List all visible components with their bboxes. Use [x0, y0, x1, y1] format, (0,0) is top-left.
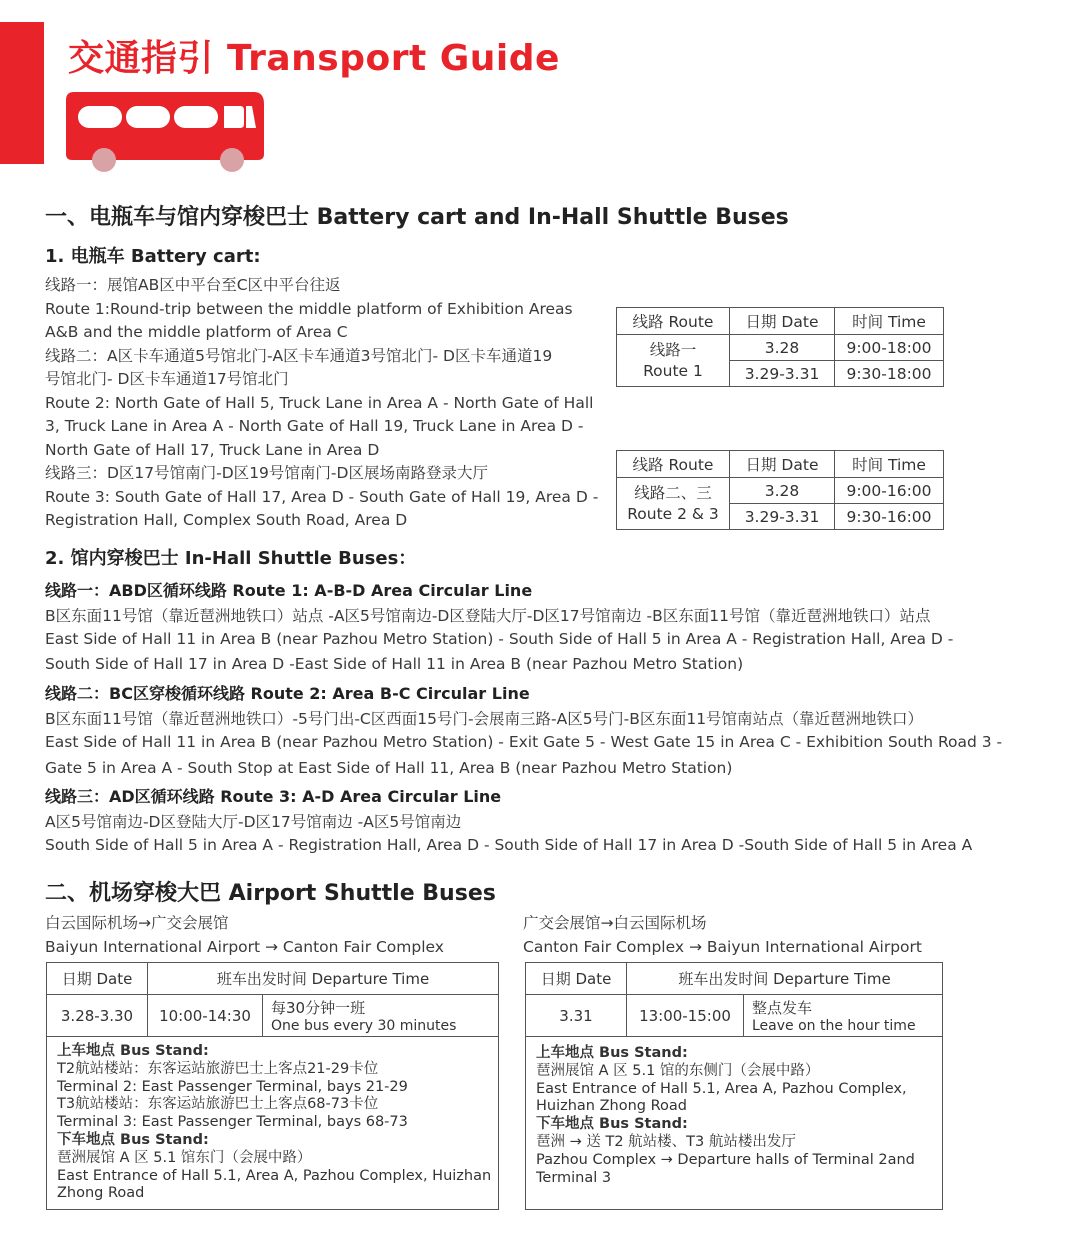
- battery-line: Route 1:Round-trip between the middle platform of Exhibition Areas: [45, 299, 573, 318]
- route-cn: 线路二、三: [634, 483, 712, 502]
- table-row: [526, 995, 942, 1037]
- fair-to-airport-table: [525, 962, 943, 1210]
- header-accent-bar: [0, 22, 44, 164]
- page-title: 交通指引 Transport Guide: [68, 38, 560, 79]
- shuttle-route-line: B区东面11号馆（靠近琶洲地铁口）站点 -A区5号馆南边-D区登陆大厅-D区17号馆南边 -B区东面11号馆（靠近琶洲地铁口）站点: [45, 607, 931, 625]
- route-en: Baiyun International Airport → Canton Fair Complex: [45, 937, 444, 956]
- table-header: 日期 Date: [730, 308, 835, 335]
- table-header: 日期 Date: [540, 970, 612, 988]
- date-cell: 3.29-3.31: [730, 361, 835, 387]
- time-cell: 9:30-18:00: [835, 361, 944, 387]
- battery-line: North Gate of Hall 17, Truck Lane in Area D: [45, 440, 380, 459]
- section2-heading: 二、机场穿梭大巴 Airport Shuttle Buses: [45, 881, 496, 906]
- shuttle-route-line: South Side of Hall 17 in Area D -East Side of Hall 11 in Area B (near Pazhou Metro Station): [45, 655, 744, 673]
- shuttle-route-1-title: 线路一：ABD区循环线路 Route 1: A-B-D Area Circular Line: [45, 581, 533, 600]
- date-cell: 3.28-3.30: [60, 1006, 134, 1025]
- battery-cart-heading: 1. 电瓶车 Battery cart:: [45, 246, 261, 267]
- bus-icon: [66, 92, 266, 174]
- battery-line: 3, Truck Lane in Area A - North Gate of Hall 19, Truck Lane in Area D -: [45, 417, 584, 435]
- shuttle-route-2-title: 线路二：BC区穿梭循环线路 Route 2: Area B-C Circular Line: [45, 684, 530, 703]
- bus-stand-line: T3航站楼站：东客运站旅游巴士上客点68-73卡位: [57, 1096, 379, 1113]
- route-en: Canton Fair Complex → Baiyun International Airport: [523, 937, 922, 956]
- table-row: [47, 995, 498, 1037]
- route-cell: [617, 478, 730, 530]
- time-cell: 9:30-16:00: [835, 504, 944, 530]
- table-header: 日期 Date: [61, 970, 133, 988]
- frequency-cn: 整点发车: [752, 998, 813, 1017]
- bus-stand-line: Huizhan Zhong Road: [536, 1098, 687, 1115]
- table-header-row: [47, 963, 498, 995]
- battery-schedule-table-1: [616, 307, 944, 387]
- shuttle-route-3-title: 线路三：AD区循环线路 Route 3: A-D Area Circular Line: [45, 787, 502, 806]
- shuttle-route-line: East Side of Hall 11 in Area B (near Pazhou Metro Station) - South Side of Hall 5 in Area A - Registration Hall, Area D -: [45, 630, 954, 648]
- frequency-cn: 每30分钟一班: [271, 998, 366, 1017]
- battery-line: 线路二：A区卡车通道5号馆北门-A区卡车通道3号馆北门- D区卡车通道19: [45, 346, 553, 365]
- frequency-en: One bus every 30 minutes: [271, 1017, 457, 1034]
- table-header-row: [526, 963, 942, 995]
- table-header: 日期 Date: [730, 451, 835, 478]
- table-header: 班车出发时间 Departure Time: [147, 963, 498, 994]
- bus-stand-line: Zhong Road: [57, 1185, 145, 1202]
- shuttle-route-line: Gate 5 in Area A - South Stop at East Side of Hall 11, Area B (near Pazhou Metro Station): [45, 759, 733, 777]
- bus-stand-line: Pazhou Complex → Departure halls of Terminal 2and: [536, 1151, 915, 1168]
- airport-to-fair-table: [46, 962, 499, 1210]
- bus-stand-label: 下车地点 Bus Stand:: [57, 1132, 209, 1148]
- table-header: 线路 Route: [617, 451, 730, 478]
- frequency-cell: [262, 995, 498, 1036]
- shuttle-heading: 2. 馆内穿梭巴士 In-Hall Shuttle Buses：: [45, 548, 417, 569]
- battery-line: 号馆北门- D区卡车通道17号馆北门: [45, 370, 289, 388]
- battery-line: A&B and the middle platform of Area C: [45, 323, 348, 341]
- bus-stand-label: 上车地点 Bus Stand:: [536, 1045, 688, 1061]
- date-cell: 3.29-3.31: [730, 504, 835, 530]
- route-cn: 线路一: [649, 340, 697, 359]
- battery-line: 线路一：展馆AB区中平台至C区中平台往返: [45, 276, 341, 294]
- time-cell: 10:00-14:30: [147, 995, 262, 1036]
- shuttle-route-line: B区东面11号馆（靠近琶洲地铁口）-5号门出-C区西面15号门-会展南三路-A区5号门-B区东面11号馆南站点（靠近琶洲地铁口）: [45, 710, 924, 728]
- section1-heading: 一、电瓶车与馆内穿梭巴士 Battery cart and In-Hall Shuttle Buses: [45, 205, 789, 230]
- shuttle-route-line: A区5号馆南边-D区登陆大厅-D区17号馆南边 -A区5号馆南边: [45, 813, 462, 831]
- bus-stand-line: T2航站楼站：东客运站旅游巴士上客点21-29卡位: [57, 1060, 379, 1077]
- table-header: 班车出发时间 Departure Time: [626, 963, 942, 994]
- bus-stand-line: Terminal 2: East Passenger Terminal, bays 21-29: [57, 1078, 408, 1095]
- date-cell: 3.28: [730, 335, 835, 361]
- bus-stand-line: 琶洲展馆 A 区 5.1 馆东门（会展中路）: [57, 1149, 312, 1166]
- fair-to-airport-route: [523, 912, 922, 959]
- battery-line: 线路三：D区17号馆南门-D区19号馆南门-D区展场南路登录大厅: [45, 464, 488, 482]
- route-en: Route 2 & 3: [627, 504, 719, 523]
- time-cell: 9:00-16:00: [835, 478, 944, 504]
- table-header: 时间 Time: [835, 308, 944, 335]
- time-cell: 13:00-15:00: [626, 995, 743, 1036]
- bus-stand-line: 琶洲展馆 A 区 5.1 馆的东侧门（会展中路）: [536, 1062, 820, 1079]
- battery-line: Route 3: South Gate of Hall 17, Area D - South Gate of Hall 19, Area D -: [45, 487, 599, 506]
- frequency-en: Leave on the hour time: [752, 1017, 916, 1034]
- bus-stand-line: East Entrance of Hall 5.1, Area A, Pazhou Complex, Huizhan: [57, 1167, 492, 1184]
- bus-stand-line: East Entrance of Hall 5.1, Area A, Pazhou Complex,: [536, 1080, 907, 1097]
- table-header: 时间 Time: [835, 451, 944, 478]
- bus-stand-line: 琶洲 → 送 T2 航站楼、T3 航站楼出发厅: [536, 1134, 796, 1150]
- airport-to-fair-route: [45, 912, 444, 959]
- bus-stand-label: 下车地点 Bus Stand:: [536, 1116, 688, 1133]
- bus-stand-line: Terminal 3: East Passenger Terminal, bays 68-73: [57, 1114, 408, 1131]
- battery-schedule-table-2: [616, 450, 944, 530]
- bus-stand-label: 上车地点 Bus Stand:: [57, 1043, 209, 1059]
- time-cell: 9:00-18:00: [835, 335, 944, 361]
- bus-stand-line: Terminal 3: [536, 1169, 612, 1186]
- shuttle-route-line: South Side of Hall 5 in Area A - Registration Hall, Area D - South Side of Hall 17 in Area D -South Side of Hall 5 in Area A: [45, 836, 973, 854]
- route-en: Route 1: [643, 361, 703, 380]
- battery-line: Registration Hall, Complex South Road, Area D: [45, 511, 408, 529]
- frequency-cell: [743, 995, 942, 1036]
- table-header: 线路 Route: [617, 308, 730, 335]
- route-cn: 广交会展馆→白云国际机场: [523, 914, 707, 932]
- route-cn: 白云国际机场→广交会展馆: [45, 914, 229, 932]
- date-cell: 3.28: [730, 478, 835, 504]
- date-cell: 3.31: [559, 1006, 593, 1025]
- shuttle-route-line: East Side of Hall 11 in Area B (near Pazhou Metro Station) - Exit Gate 5 - West Gate 15 in Area C - Exhibition South Road 3 -: [45, 733, 1003, 751]
- route-cell: [617, 335, 730, 387]
- battery-cart-routes: [45, 274, 598, 533]
- battery-line: Route 2: North Gate of Hall 5, Truck Lane in Area A - North Gate of Hall: [45, 393, 594, 412]
